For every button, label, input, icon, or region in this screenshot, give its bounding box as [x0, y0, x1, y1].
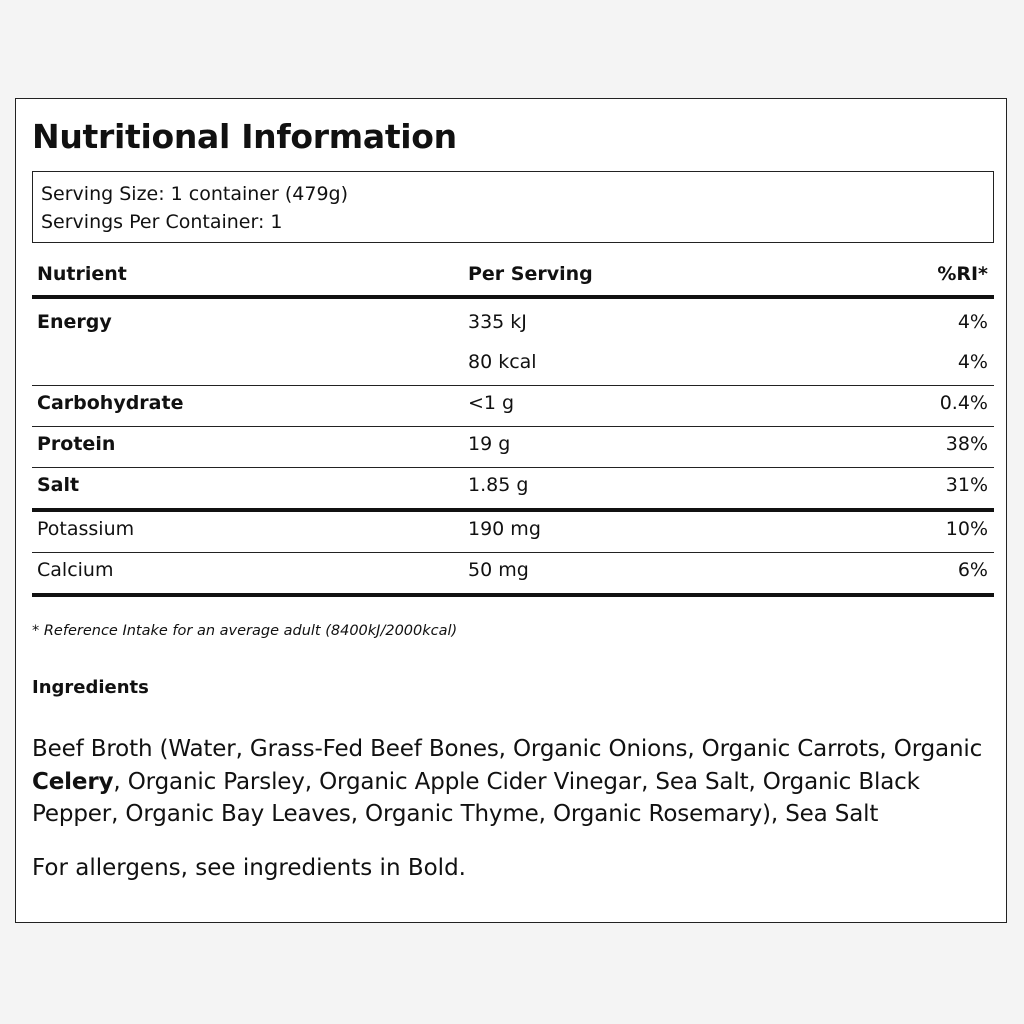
table-row — [32, 305, 994, 345]
table-row — [32, 553, 994, 597]
table-row — [32, 468, 994, 512]
ri-value: 38% — [945, 433, 988, 455]
ri-value: 4% — [957, 311, 988, 333]
table-row — [32, 427, 994, 468]
ri-value: 4% — [957, 351, 988, 373]
header-nutrient: Nutrient — [37, 263, 127, 285]
ingredients-list — [32, 733, 994, 831]
per-serving-value: 19 g — [468, 433, 511, 455]
nutrient-name: Salt — [37, 474, 80, 496]
header-ri: %RI* — [937, 263, 988, 285]
table-row — [32, 512, 994, 553]
ri-value: 6% — [957, 559, 988, 581]
nutrition-table — [32, 261, 994, 597]
table-row — [32, 345, 994, 386]
per-serving-value: 1.85 g — [468, 474, 529, 496]
serving-info-box — [32, 171, 994, 243]
nutrient-name: Potassium — [37, 518, 135, 540]
ingredients-text-after: , Organic Parsley, Organic Apple Cider Vinegar, Sea Salt, Organic Black Pepper, Organic Bay Leaves, Organic Thyme, Organic Rosemary), Sea Salt — [32, 768, 920, 827]
ingredients-text-before: Beef Broth (Water, Grass-Fed Beef Bones, Organic Onions, Organic Carrots, Organic — [32, 736, 983, 762]
allergen-ingredient: Celery — [32, 768, 114, 795]
reference-intake-footnote: * Reference Intake for an average adult (8400kJ/2000kcal) — [32, 623, 458, 639]
ri-value: 31% — [945, 474, 988, 496]
nutrient-name: Calcium — [37, 559, 114, 581]
table-row — [32, 386, 994, 427]
nutrition-panel — [15, 98, 1007, 923]
table-header — [32, 261, 994, 299]
ri-value: 0.4% — [939, 392, 988, 414]
ri-value: 10% — [945, 518, 988, 540]
nutrient-name: Carbohydrate — [37, 392, 184, 414]
per-serving-value: 80 kcal — [468, 351, 537, 373]
servings-per-container: Servings Per Container: 1 — [41, 211, 283, 233]
ingredients-heading: Ingredients — [32, 677, 149, 698]
per-serving-value: 190 mg — [468, 518, 541, 540]
allergen-note: For allergens, see ingredients in Bold. — [32, 855, 466, 881]
per-serving-value: 335 kJ — [468, 311, 527, 333]
nutrient-name: Protein — [37, 433, 116, 455]
serving-size: Serving Size: 1 container (479g) — [41, 183, 349, 205]
header-per-serving: Per Serving — [468, 263, 593, 285]
nutrient-name: Energy — [37, 311, 112, 333]
per-serving-value: 50 mg — [468, 559, 529, 581]
per-serving-value: <1 g — [468, 392, 515, 414]
page-title: Nutritional Information — [32, 117, 457, 156]
